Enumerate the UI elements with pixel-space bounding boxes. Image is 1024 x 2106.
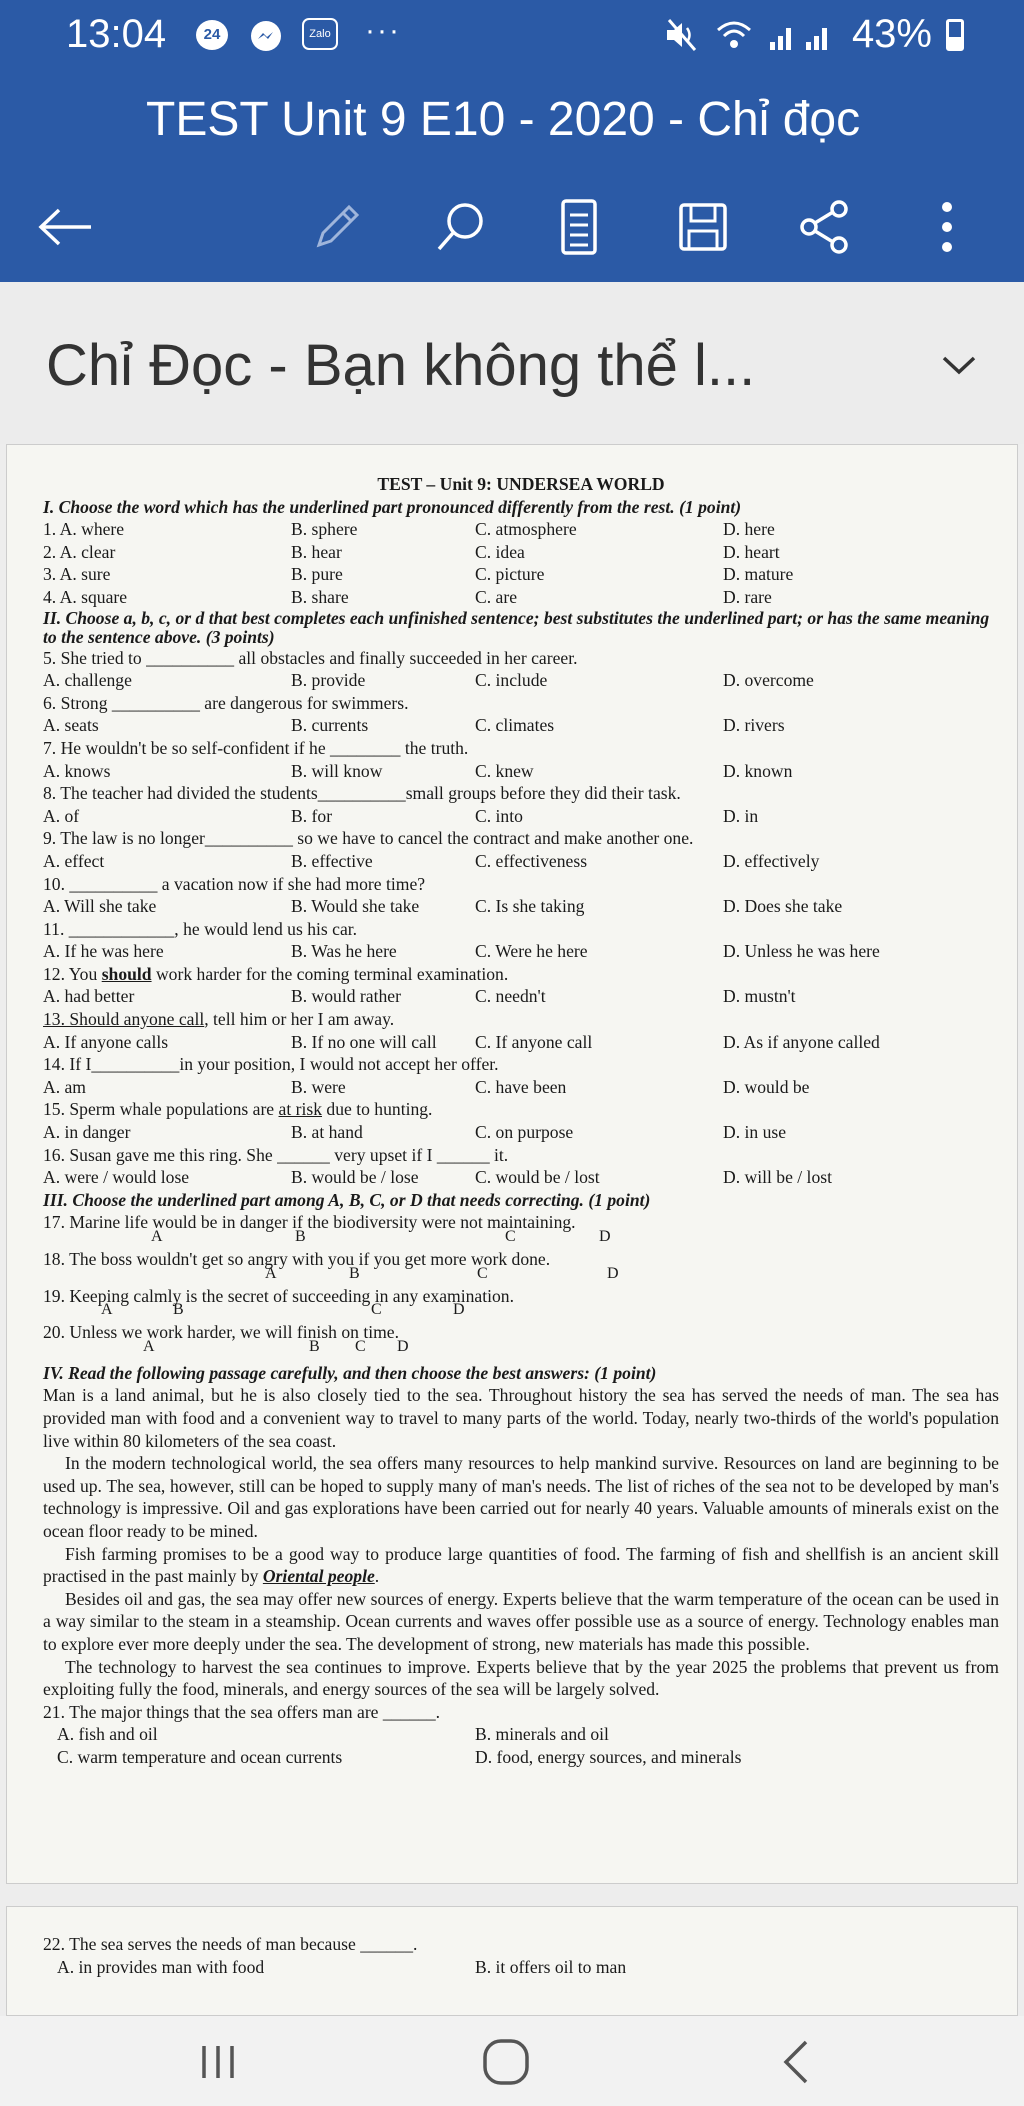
p3-text: Fish farming promises to be a good way to produce large quantities of food. The farming of fish and shellfish is an ancient skill practised in the past mainly by [43,1543,999,1587]
answer-row [43,1746,999,1769]
save-icon [675,199,731,255]
status-right [664,12,964,57]
option: A. in danger [43,1122,131,1143]
option: A. challenge [43,670,132,691]
answer-letters [43,1264,999,1285]
q15-text-end: due to hunting. [322,1099,433,1120]
letter-b: B [349,1264,360,1282]
option: A. knows [43,760,111,781]
answer-letters [43,1337,999,1358]
option: C. idea [475,541,525,562]
option: C. Is she taking [475,896,585,917]
document-title: TEST Unit 9 E10 - 2020 - Chỉ đọc [146,93,861,146]
option: A. seats [43,715,99,736]
q15-text: 15. Sperm whale populations are [43,1099,279,1120]
answer-row [43,669,999,692]
passage-paragraph-1: Man is a land animal, but he is also closely tied to the sea. Throughout history the sea has served the needs of man. The sea has provided man with food and a convenient way to travel to many parts of the world. Today, nearly two-thirds of the world's population live within 80 kilometers of the sea coast. [43,1385,999,1451]
option: A. am [43,1076,86,1097]
more-notifications-icon: ··· [365,14,401,47]
read-only-banner-text: Chỉ Đọc - Bạn không thể l... [46,333,756,398]
option: C. into [475,805,523,826]
option: C. have been [475,1076,567,1097]
status-time: 13:04 [66,12,167,56]
option: A. effect [43,850,105,871]
q12-text: 12. You [43,963,102,984]
section-2-heading: II. Choose a, b, c, or d that best completes each unfinished sentence; best substitutes the underlined part; or has the same meaning to the sentence above. (3 points) [43,607,990,647]
option: A. Will she take [43,896,157,917]
option: D. would be [723,1076,810,1097]
option: B. will know [291,760,383,781]
option: C. If anyone call [475,1031,593,1052]
option: 3. A. sure [43,564,111,585]
wifi-icon [714,18,754,52]
p3-text-end: . [374,1566,380,1587]
question-10: 10. __________ a vacation now if she had more time? [43,873,426,894]
battery-percent: 43% [851,12,932,56]
question-8: 8. The teacher had divided the students__________small groups before they did their task. [43,783,681,804]
option: C. knew [475,760,534,781]
letter-d: D [607,1264,619,1282]
letter-a: A [151,1228,163,1245]
option: B. currents [291,715,369,736]
letter-a: A [101,1301,113,1319]
status-bar [0,0,1024,70]
share-button[interactable] [790,192,860,262]
option: 2. A. clear [43,541,116,562]
option: A. fish and oil [57,1724,158,1745]
mute-icon [664,18,700,52]
chevron-down-icon[interactable] [934,340,984,390]
option: D. Does she take [723,896,843,917]
question-row [43,586,999,609]
answer-row [43,895,999,918]
option: C. include [475,670,548,691]
option: D. in use [723,1122,787,1143]
option: C. picture [475,564,545,585]
option: B. minerals and oil [475,1724,609,1745]
option: D. effectively [723,850,820,871]
option: C. on purpose [475,1122,574,1143]
option: A. were / would lose [43,1167,190,1188]
option: C. needn't [475,986,546,1007]
navigation-bar [0,2016,1024,2106]
q13-text-end: , tell him or her I am away. [204,1009,395,1030]
answer-row [43,1723,999,1746]
question-7: 7. He wouldn't be so self-confident if he ________ the truth. [43,737,469,758]
option: A. of [43,805,80,826]
option: D. in [723,805,759,826]
option: D. rare [723,586,772,607]
document-body-2 [43,1933,999,1978]
letter-b: B [173,1301,184,1319]
question-16: 16. Susan gave me this ring. She ______ very upset if I ______ it. [43,1144,509,1165]
read-mode-button[interactable] [544,192,614,262]
answer-row [43,760,999,783]
toolbar [0,170,1024,282]
option: A. If anyone calls [43,1031,169,1052]
question-17: 17. Marine life would be in danger if the biodiversity were not maintaining. [43,1212,576,1233]
test-title: TEST – Unit 9: UNDERSEA WORLD [377,474,665,494]
back-button[interactable] [30,192,100,262]
question-5: 5. She tried to __________ all obstacles and finally succeeded in her career. [43,647,578,668]
question-19: 19. Keeping calmly is the secret of succeeding in any examination. [43,1285,514,1306]
option: D. overcome [723,670,814,691]
q15-underlined: at risk [278,1099,323,1120]
option: D. mustn't [723,986,796,1007]
option: D. rivers [723,715,785,736]
section-4-heading: IV. Read the following passage carefully, and then choose the best answers: (1 point) [43,1362,657,1383]
letter-b: B [295,1228,306,1245]
document-page [6,444,1018,1884]
question-20: 20. Unless we work harder, we will finish on time. [43,1322,399,1343]
option: D. As if anyone called [723,1031,880,1052]
option: A. If he was here [43,941,164,962]
search-icon [431,197,491,257]
save-button[interactable] [668,192,738,262]
pencil-icon [309,199,365,255]
p3-underlined: Oriental people [262,1566,375,1587]
read-only-banner[interactable] [0,282,1024,444]
question-21: 21. The major things that the sea offers man are ______. [43,1701,441,1722]
back-nav-icon[interactable] [776,2036,816,2088]
zalo-icon: Zalo [302,18,338,50]
messenger-icon [250,20,282,57]
notification-badge-icon: 24 [196,20,228,50]
letter-a: A [143,1337,155,1355]
question-12 [43,963,999,986]
option: B. it offers oil to man [475,1956,627,1977]
option: B. would be / lose [291,1167,419,1188]
question-15 [43,1098,999,1121]
q12-text-end: work harder for the coming terminal examination. [151,963,509,984]
question-row [43,518,999,541]
section-3-heading: III. Choose the underlined part among A, B, C, or D that needs correcting. (1 point) [43,1189,651,1210]
option: A. had better [43,986,135,1007]
option: B. share [291,586,349,607]
option: D. heart [723,541,780,562]
answer-row [43,940,999,963]
option: B. hear [291,541,342,562]
answer-row [43,714,999,737]
option: B. pure [291,564,343,585]
letter-d: D [397,1337,409,1355]
letter-d: D [453,1301,465,1319]
option: C. atmosphere [475,519,577,540]
passage-paragraph-3 [43,1543,999,1588]
option: B. Was he here [291,941,397,962]
home-icon[interactable] [480,2036,532,2088]
passage-paragraph-5: The technology to harvest the sea continues to improve. Experts believe that by the year 2025 the problems that prevent us from exploiting fully the food, minerals, and energy sources of the sea will be largely solved. [43,1656,999,1700]
signal-icon [768,18,838,52]
letter-b: B [309,1337,320,1355]
answer-letters [43,1301,999,1321]
letter-a: A [265,1264,277,1282]
section-1-heading: I. Choose the word which has the underlined part pronounced differently from the rest. (1 point) [43,496,742,517]
option: C. warm temperature and ocean currents [57,1746,343,1767]
answer-row [43,985,999,1008]
share-icon [795,197,855,257]
option: C. Were he here [475,941,588,962]
question-6: 6. Strong __________ are dangerous for swimmers. [43,692,409,713]
more-vertical-icon [932,197,962,257]
passage-paragraph-2: In the modern technological world, the sea offers many resources to help mankind survive. Resources on land are beginning to be used up. The sea, however, still can be hoped to supply many of man's needs. The list of riches of the sea not to be developed by man's technology is impressive. Oil and gas explorations have been carried out for nearly 40 years. Valuable amounts of minerals exist on the ocean floor ready to be mined. [43,1453,999,1541]
search-button[interactable] [426,192,496,262]
letter-c: C [371,1301,382,1319]
option: C. climates [475,715,555,736]
answer-row [43,1031,999,1054]
answer-row [43,805,999,828]
edit-button[interactable] [302,192,372,262]
option: B. provide [291,670,366,691]
answer-row [43,1076,999,1099]
document-page-2 [6,1906,1018,2016]
question-row [43,563,999,586]
option: C. are [475,586,518,607]
document-body [43,473,999,1768]
answer-letters [43,1228,999,1248]
q13-underlined: 13. Should anyone call [43,1009,205,1030]
letter-c: C [355,1337,366,1355]
option: D. Unless he was here [723,941,880,962]
answer-row [43,850,999,873]
question-22: 22. The sea serves the needs of man because ______. [43,1934,418,1954]
option: D. known [723,760,793,781]
q12-underlined: should [101,963,152,984]
question-18: 18. The boss wouldn't get so angry with you if you get more work done. [43,1249,551,1269]
more-options-button[interactable] [912,192,982,262]
option: B. at hand [291,1122,363,1143]
battery-icon [946,19,964,51]
option: B. would rather [291,986,401,1007]
question-row [43,541,999,564]
option: 1. A. where [43,519,125,540]
answer-row [43,1166,999,1189]
question-11: 11. ____________, he would lend us his car. [43,918,358,939]
option: 4. A. square [43,586,128,607]
question-14: 14. If I__________in your position, I would not accept her offer. [43,1054,499,1075]
question-13 [43,1008,999,1031]
option: D. food, energy sources, and minerals [475,1746,742,1767]
recent-apps-icon[interactable] [196,2040,240,2084]
answer-row [43,1956,999,1979]
option: B. effective [291,850,373,871]
option: B. If no one will call [291,1031,437,1052]
option: C. would be / lost [475,1167,600,1188]
letter-d: D [599,1228,611,1245]
reading-view-icon [557,197,601,257]
option: A. in provides man with food [57,1956,265,1977]
option: B. were [291,1076,346,1097]
letter-c: C [477,1264,488,1282]
question-9: 9. The law is no longer__________ so we have to cancel the contract and make another one. [43,828,694,849]
title-bar [0,70,1024,170]
answer-row [43,1121,999,1144]
option: D. will be / lost [723,1167,832,1188]
passage-paragraph-4: Besides oil and gas, the sea may offer new sources of energy. Experts believe that the warm temperature of the ocean can be used in a way similar to the steam in a steamship. Ocean currents and waves offer possible use as a source of energy. Technology enables man to explore ever more deeply under the sea. The development of strong, new materials has made this possible. [43,1588,999,1654]
option: B. for [291,805,333,826]
option: B. sphere [291,519,358,540]
letter-c: C [505,1228,516,1245]
option: C. effectiveness [475,850,588,871]
option: D. mature [723,564,794,585]
option: B. Would she take [291,896,420,917]
option: D. here [723,519,775,540]
back-arrow-icon [35,202,95,252]
